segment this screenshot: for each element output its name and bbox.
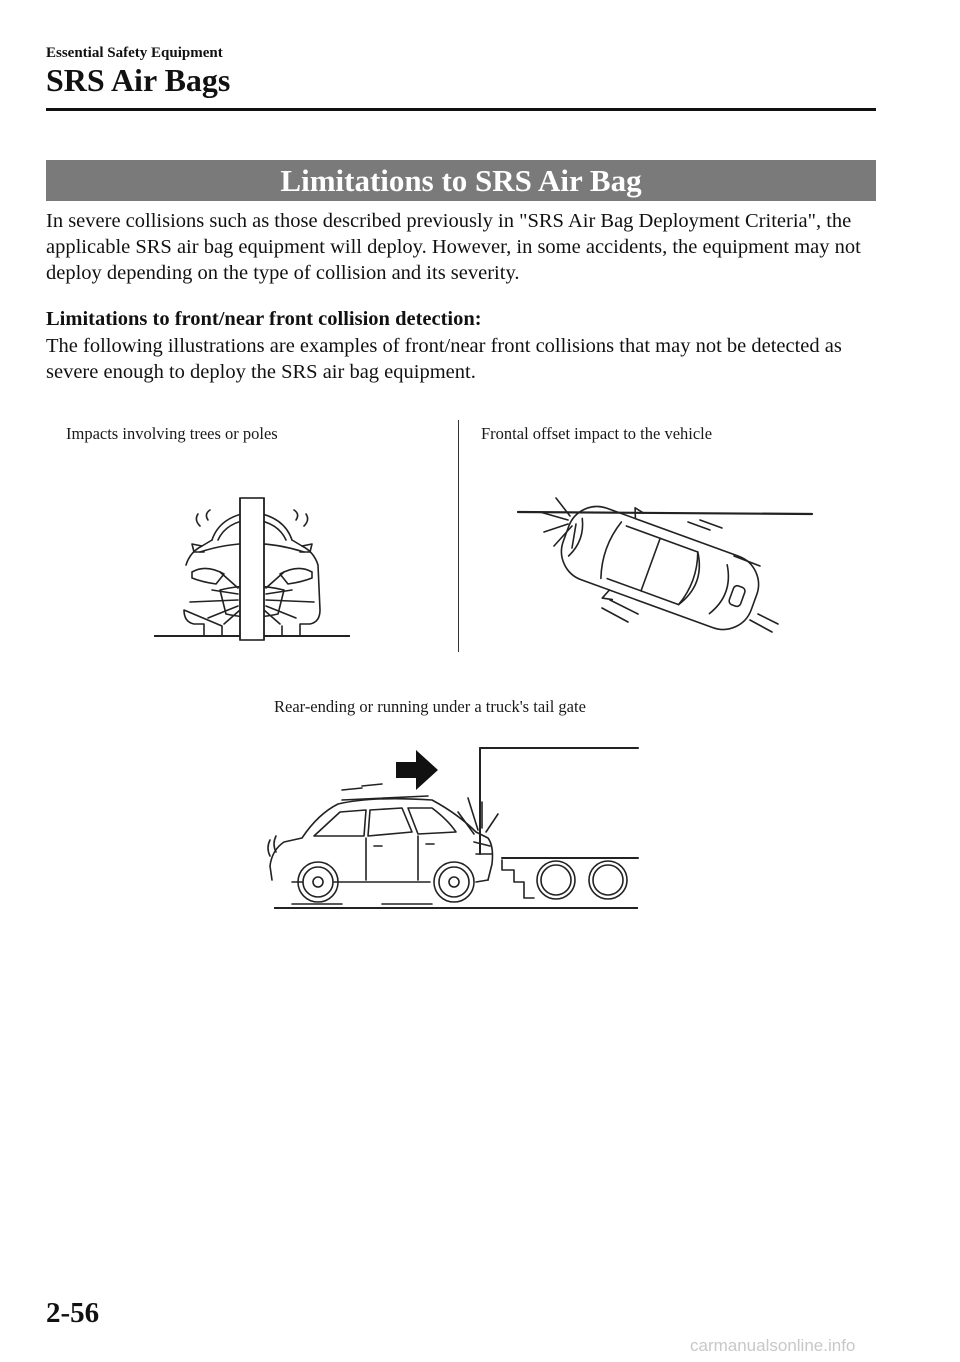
caption-pole-impact: Impacts involving trees or poles <box>66 424 278 443</box>
truck-underride-icon <box>262 742 642 917</box>
caption-truck-underride: Rear-ending or running under a truck's tail gate <box>274 697 586 716</box>
offset-impact-icon <box>510 490 820 650</box>
section-label: Essential Safety Equipment <box>46 45 223 61</box>
illustration-divider <box>458 420 459 652</box>
section-banner: Limitations to SRS Air Bag <box>46 160 876 201</box>
detail-paragraph: The following illustrations are examples of front/near front collisions that may not be detected as severe enough to deploy the SRS air bag equipment. <box>46 335 842 383</box>
subheading: Limitations to front/near front collision detection: <box>46 308 482 330</box>
pole-impact-icon <box>150 490 355 645</box>
watermark: carmanualsonline.info <box>690 1336 856 1355</box>
intro-paragraph: In severe collisions such as those described previously in "SRS Air Bag Deployment Criteria", the applicable SRS air bag equipment will deploy. However, in some accidents, the equipment may not deploy depending on the type of collision and its severity. <box>46 210 861 284</box>
header-rule <box>46 108 876 111</box>
chapter-title: SRS Air Bags <box>46 62 231 98</box>
page-number: 2-56 <box>46 1297 100 1329</box>
caption-offset-impact: Frontal offset impact to the vehicle <box>481 424 713 443</box>
